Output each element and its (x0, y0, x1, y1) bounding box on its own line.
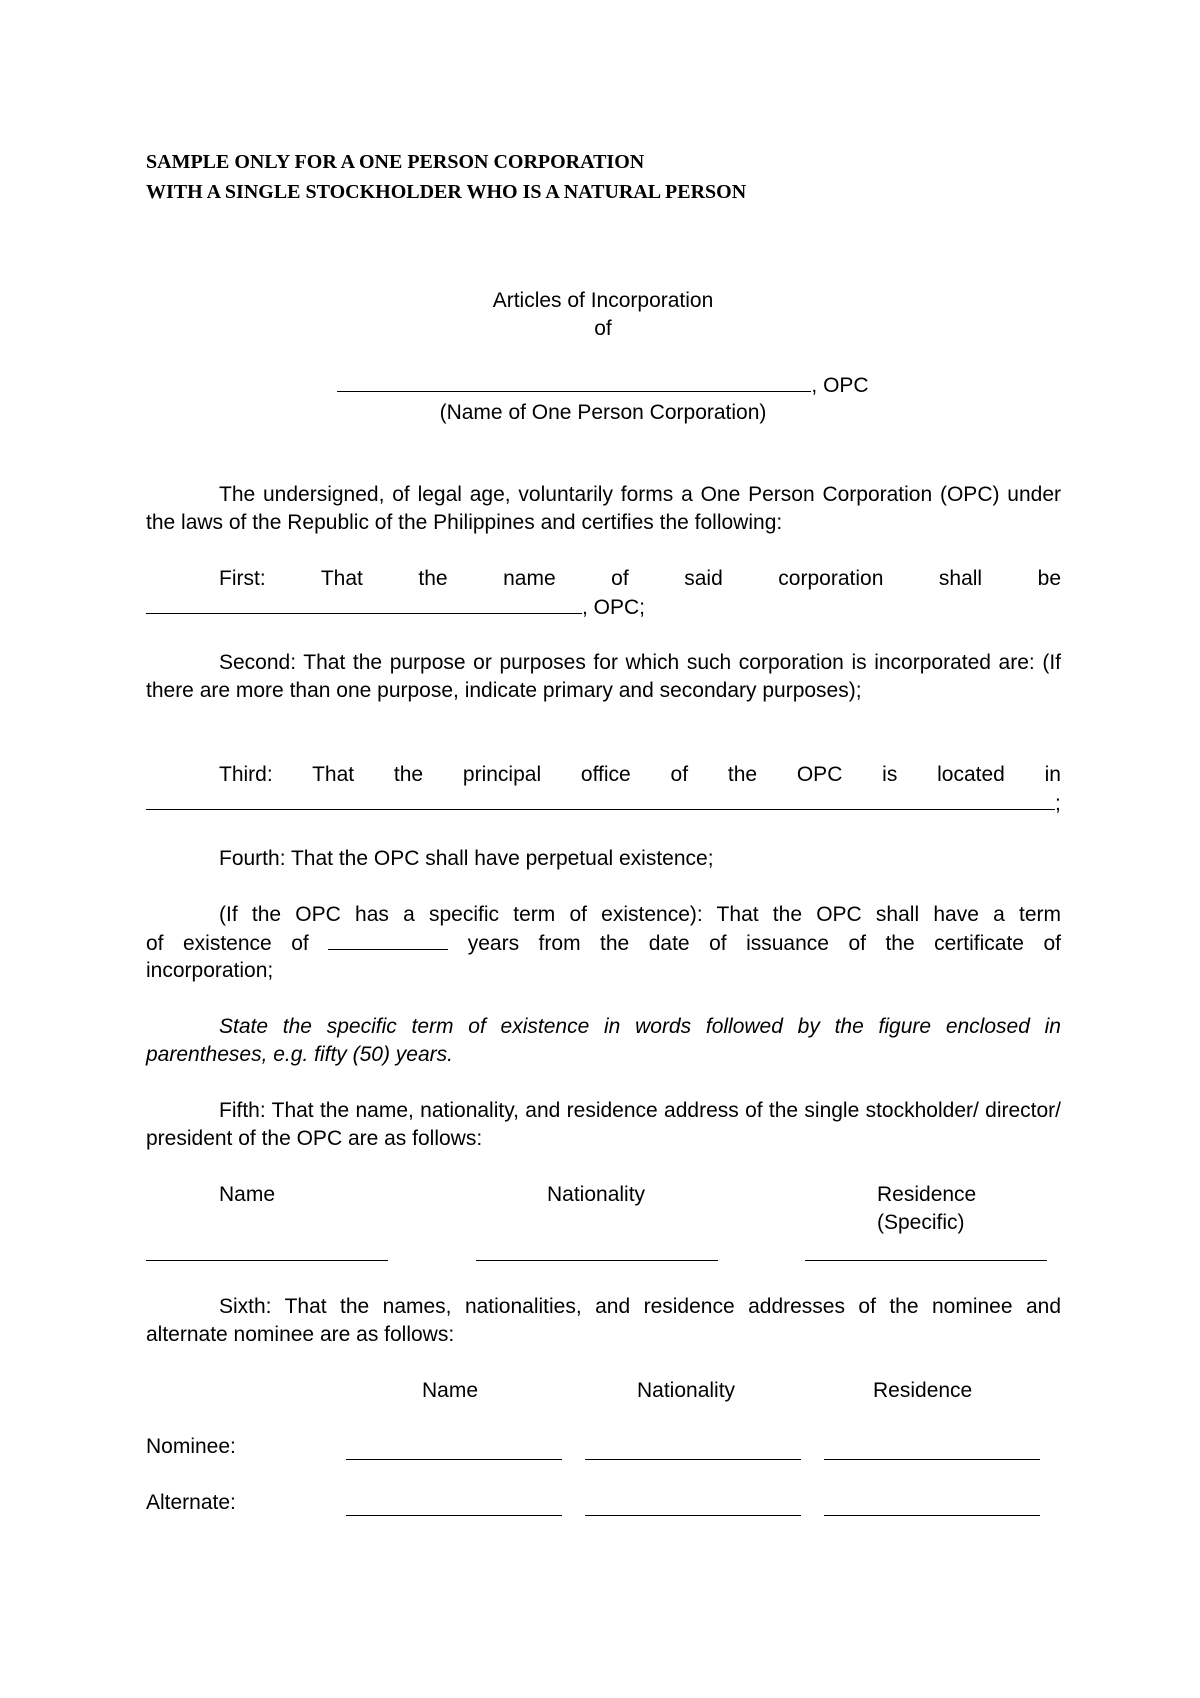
third-article-line-1: Third: That the principal office of the OPC is located in (219, 763, 1061, 786)
first-article-line-1: First: That the name of said corporation shall be (219, 567, 1061, 590)
alternate-residence-blank (824, 1515, 1040, 1516)
nominee-nationality-blank (585, 1459, 801, 1460)
third-article-line-2 (146, 789, 1061, 818)
first-article-line-2 (146, 593, 645, 622)
first-article-name-blank (146, 593, 582, 614)
nominee-label: Nominee: (146, 1435, 236, 1458)
sixth-header-name: Name (422, 1379, 479, 1402)
fifth-name-blank (146, 1260, 388, 1261)
sample-heading (146, 147, 746, 207)
document-title: Articles of Incorporation (492, 289, 714, 312)
alternate-nationality-blank (585, 1515, 801, 1516)
fifth-header-residence-note: (Specific) (877, 1211, 965, 1234)
nominee-name-blank (346, 1459, 562, 1460)
corporation-name-caption: (Name of One Person Corporation) (439, 401, 767, 424)
alternate-name-blank (346, 1515, 562, 1516)
intro-paragraph: The undersigned, of legal age, voluntarily forms a One Person Corporation (OPC) under the laws of the Republic of the Philippines and certifies the following: (146, 483, 1061, 534)
corporation-name-blank (337, 371, 811, 392)
alternate-label: Alternate: (146, 1491, 236, 1514)
nominee-residence-blank (824, 1459, 1040, 1460)
fifth-residence-blank (805, 1260, 1047, 1261)
principal-office-blank (146, 789, 1055, 810)
second-article: Second: That the purpose or purposes for which such corporation is incorporated are: (If there are more than one purpose, indicate primary and secondary purposes); (146, 651, 1061, 702)
term-suffix: years from the date of issuance of the certificate of (467, 932, 1061, 955)
term-instruction: State the specific term of existence in words followed by the figure enclosed in parentheses, e.g. fifty (50) years. (146, 1015, 1061, 1066)
third-article-suffix: ; (1055, 792, 1061, 815)
term-paragraph-line-2 (146, 929, 1061, 958)
fifth-header-name: Name (219, 1183, 276, 1206)
fifth-article: Fifth: That the name, nationality, and residence address of the single stockholder/ director/ president of the OPC are as follows: (146, 1099, 1061, 1150)
fifth-header-residence: Residence (877, 1183, 977, 1206)
sample-heading-line-1: SAMPLE ONLY FOR A ONE PERSON CORPORATION (146, 151, 645, 173)
term-paragraph-line-3: incorporation; (146, 959, 274, 982)
sixth-header-residence: Residence (873, 1379, 973, 1402)
sample-heading-line-2: WITH A SINGLE STOCKHOLDER WHO IS A NATURAL PERSON (146, 181, 747, 203)
corporation-name-line (146, 371, 1060, 400)
term-paragraph-line-1: (If the OPC has a specific term of existence): That the OPC shall have a term (219, 903, 1061, 926)
fifth-nationality-blank (476, 1260, 718, 1261)
sixth-header-nationality: Nationality (637, 1379, 736, 1402)
term-years-blank (328, 929, 448, 950)
fourth-article: Fourth: That the OPC shall have perpetual existence; (219, 847, 714, 870)
fifth-header-nationality: Nationality (547, 1183, 646, 1206)
sixth-article: Sixth: That the names, nationalities, and residence addresses of the nominee and alternate nominee are as follows: (146, 1295, 1061, 1346)
document-title-of: of (594, 317, 612, 340)
first-article-suffix: , OPC; (582, 596, 646, 619)
corporation-name-suffix: , OPC (811, 374, 869, 397)
term-prefix: of existence of (146, 932, 309, 955)
